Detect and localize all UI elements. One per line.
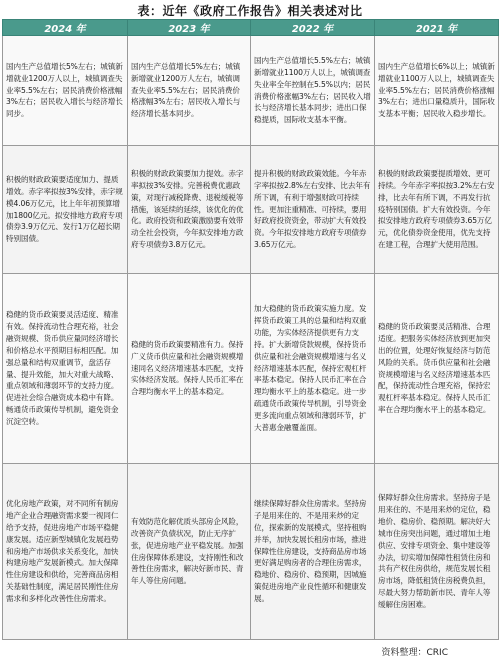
table-row [3,36,499,146]
table-title: 表：近年《政府工作报告》相关表述对比 [137,4,363,18]
table-cell: 积极的财政政策要适度加力、提质增效。赤字率拟按3%安排，赤字规模4.06万亿元，比上年年初预算增加1800亿元。拟安排地方政府专项债券3.9万亿元、发行1万亿超长期特别国债。 [3,146,128,274]
table-cell: 国内生产总值增长6%以上；城镇新增就业1100万人以上，城镇调查失业率5.5%左右；居民消费价格涨幅3%左右；进出口量稳质升，国际收支基本平衡；居民收入稳步增长。 [375,36,499,146]
table-row [3,464,499,640]
table-cell: 继续保障好群众住房需求。坚持房子是用来住的、不是用来炒的定位，探索新的发展模式，坚持租购并举，加快发展长租房市场，推进保障性住房建设，支持商品房市场更好满足购房者的合理住房需求，稳地价、稳房价、稳预期，因城施策促进房地产业良性循环和健康发展。 [251,464,375,640]
table-cell: 稳健的货币政策要精准有力。保持广义货币供应量和社会融资规模增速同名义经济增速基本匹配，支持实体经济发展。保持人民币汇率在合理均衡水平上的基本稳定。 [128,274,251,464]
table-cell: 国内生产总值增长5.5%左右；城镇新增就业1100万人以上，城镇调查失业率全年控制在5.5%以内；居民消费价格涨幅3%左右；居民收入增长与经济增长基本同步；进出口保稳提质，国际收支基本平衡。 [251,36,375,146]
header-row [3,20,499,36]
table-cell: 稳健的货币政策要灵活精准、合理适度。把服务实体经济放到更加突出的位置，处理好恢复经济与防范风险的关系。货币供应量和社会融资规模增速与名义经济增速基本匹配，保持流动性合理充裕，保持宏观杠杆率基本稳定。保持人民币汇率在合理均衡水平上的基本稳定。 [375,274,499,464]
table-cell: 提升积极的财政政策效能。今年赤字率拟按2.8%左右安排、比去年有所下调，有利于增强财政可持续性。更加注重精准、可持续，要用好政府投资资金，带动扩大有效投资。今年拟安排地方政府专项债券3.65万亿元。 [251,146,375,274]
table-cell: 稳健的货币政策要灵活适度、精准有效。保持流动性合理充裕，社会融资规模、货币供应量同经济增长和价格总水平预期目标相匹配。加强总量和结构双重调节，盘活存量、提升效能，加大对重大战略、重点领域和薄弱环节的支持力度。促进社会综合融资成本稳中有降。畅通货币政策传导机制，避免资金沉淀空转。 [3,274,128,464]
table-cell: 国内生产总值增长5%左右；城镇新增就业1200万人以上，城镇调查失业率5.5%左右；居民消费价格涨幅3%左右；居民收入增长与经济增长同步。 [3,36,128,146]
table-cell: 国内生产总值增长5%左右；城镇新增就业1200万人左右，城镇调查失业率5.5%左右；居民消费价格涨幅3%左右；居民收入增长与经济增长基本同步。 [128,36,251,146]
column-header: 2022 年 [251,20,375,36]
table-cell: 保障好群众住房需求。坚持房子是用来住的、不是用来炒的定位，稳地价、稳房价、稳预期。解决好大城市住房突出问题，通过增加土地供应、安排专项资金、集中建设等办法，切实增加保障性租赁住房和共有产权住房供给，规范发展长租房市场，降低租赁住房税费负担，尽最大努力帮助新市民、青年人等缓解住房困难。 [375,464,499,640]
table-cell: 积极的财政政策要加力提效。赤字率拟按3%安排。完善税费优惠政策，对现行减税降费、退税缓税等措施，该延续的延续，该优化的优化。政府投资和政策激励要有效带动全社会投资，今年拟安排地方政府专项债券3.8万亿元。 [128,146,251,274]
column-header: 2021 年 [375,20,499,36]
column-header: 2024 年 [3,20,128,36]
table-row [3,274,499,464]
table-cell: 有效防范化解优质头部房企风险，改善资产负债状况，防止无序扩张，促进房地产业平稳发展。加强住房保障体系建设，支持刚性和改善性住房需求，解决好新市民、青年人等住房问题。 [128,464,251,640]
table-cell: 优化房地产政策，对不同所有制房地产企业合理融资需求要一视同仁给予支持，促进房地产市场平稳健康发展。适应新型城镇化发展趋势和房地产市场供求关系变化，加快构建房地产发展新模式。加大保障性住房建设和供给，完善商品房相关基础性制度，满足居民刚性住房需求和多样化改善性住房需求。 [3,464,128,640]
comparison-table [2,19,499,640]
table-row [3,146,499,274]
table-cell: 加大稳健的货币政策实施力度。发挥货币政策工具的总量和结构双重功能，为实体经济提供更有力支持。扩大新增贷款规模，保持货币供应量和社会融资规模增速与名义经济增速基本匹配，保持宏观杠杆率基本稳定。保持人民币汇率在合理均衡水平上的基本稳定。进一步疏通货币政策传导机制，引导资金更多流向重点领域和薄弱环节，扩大普惠金融覆盖面。 [251,274,375,464]
column-header: 2023 年 [128,20,251,36]
source-note: 资料整理：CRIC [381,648,448,658]
table-cell: 积极的财政政策要提质增效、更可持续。今年赤字率拟按3.2%左右安排，比去年有所下调，不再发行抗疫特别国债。扩大有效投资。今年拟安排地方政府专项债券3.65万亿元，优化债券资金使用，优先支持在建工程，合理扩大使用范围。 [375,146,499,274]
